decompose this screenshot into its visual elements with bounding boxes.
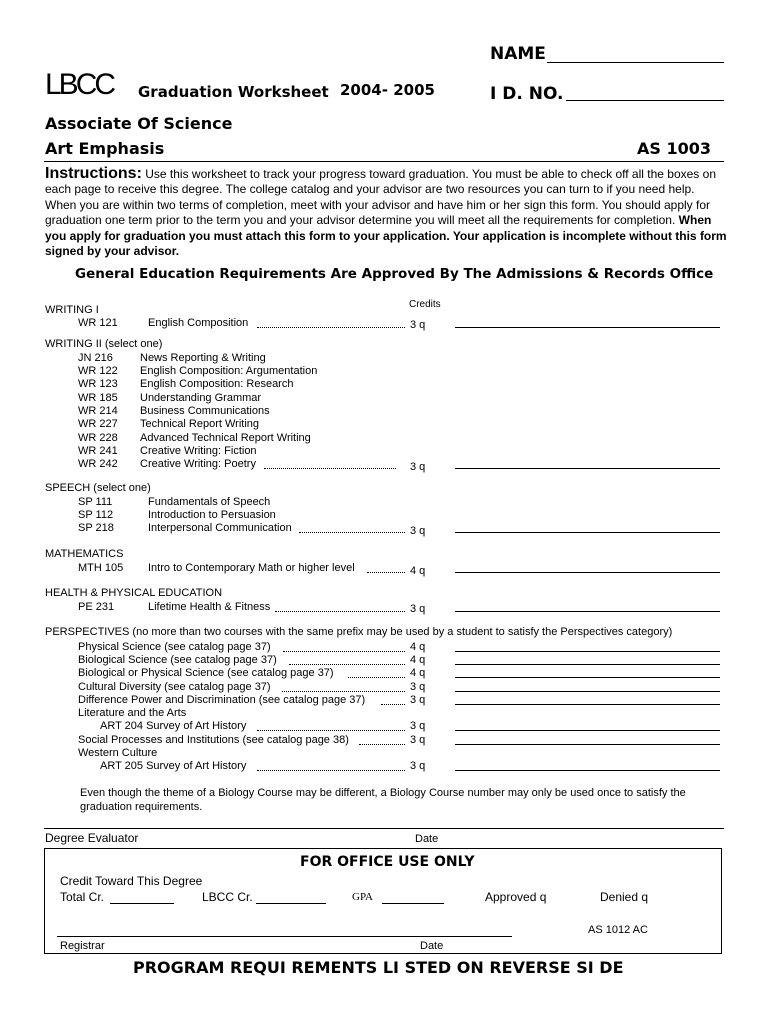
form-code: AS 1012 AC xyxy=(588,924,648,936)
course-code: WR 121 xyxy=(78,317,118,329)
gpa-label: GPA xyxy=(352,891,373,903)
credits-value[interactable]: 3 q xyxy=(410,694,426,706)
course-name: Introduction to Persuasion xyxy=(148,509,276,521)
signoff-line[interactable] xyxy=(455,327,720,328)
perspective-item: Biological or Physical Science (see catalog page 37) xyxy=(78,667,334,679)
biology-note: Even though the theme of a Biology Course may be different, a Biology Course number may only be used once to satisfy the graduation requirements. xyxy=(80,787,686,813)
id-label: I D. NO. xyxy=(490,84,564,104)
signoff-line[interactable] xyxy=(455,691,720,692)
credits-value[interactable]: 4 q xyxy=(410,654,426,666)
credits-value[interactable]: 3 q xyxy=(410,734,426,746)
course-code: WR 242 xyxy=(78,458,118,470)
course-code: SP 112 xyxy=(78,509,114,521)
signoff-line[interactable] xyxy=(455,532,720,533)
gen-ed-heading: General Education Requirements Are Approved By The Admissions & Records Office xyxy=(75,266,714,282)
instructions-bold: When you apply for graduation you must attach this form to your application. Your application is incomplete without this form signed by your advisor. xyxy=(45,213,727,259)
academic-year: 2004- 2005 xyxy=(340,81,435,99)
gpa-field[interactable] xyxy=(382,903,444,904)
credits-value[interactable]: 4 q xyxy=(410,641,426,653)
signoff-line[interactable] xyxy=(455,730,720,731)
perspective-item: Cultural Diversity (see catalog page 37) xyxy=(78,681,271,693)
course-name: Advanced Technical Report Writing xyxy=(140,432,311,444)
course-name: Lifetime Health & Fitness xyxy=(148,601,271,613)
writing1-title: WRITING I xyxy=(45,304,99,316)
credit-toward-label: Credit Toward This Degree xyxy=(60,874,203,888)
signoff-line[interactable] xyxy=(455,651,720,652)
course-name: Understanding Grammar xyxy=(140,392,262,404)
instructions-label: Instructions: xyxy=(45,165,142,182)
lbcc-credits-label: LBCC Cr. xyxy=(202,890,253,904)
perspective-item: Biological Science (see catalog page 37) xyxy=(78,654,277,666)
course-name: Interpersonal Communication xyxy=(148,522,292,534)
total-credits-field[interactable] xyxy=(110,903,174,904)
perspective-item: Physical Science (see catalog page 37) xyxy=(78,641,271,653)
math-title: MATHEMATICS xyxy=(45,548,124,560)
signoff-line[interactable] xyxy=(455,770,720,771)
course-code: WR 241 xyxy=(78,445,118,457)
degree-title: Associate Of Science xyxy=(45,114,233,133)
signoff-line[interactable] xyxy=(455,677,720,678)
total-credits-label: Total Cr. xyxy=(60,890,105,904)
header-divider xyxy=(44,161,724,162)
credits-value[interactable]: 3 q xyxy=(410,681,426,693)
instructions-text: Use this worksheet to track your progress toward graduation. You must be able to check off all the boxes on each page to receive this degree. The college catalog and your advisor are two resources you can turn to if you need help. When you are within two terms of completion, meet with your advisor and have him or her sign this form. You should apply for graduation one term prior to the term you and your advisor determine you will meet all the requirements for completion. xyxy=(45,167,716,228)
course-name: News Reporting & Writing xyxy=(140,352,266,364)
degree-evaluator-label: Degree Evaluator xyxy=(45,831,139,845)
course-code: WR 214 xyxy=(78,405,118,417)
writing2-title: WRITING II (select one) xyxy=(45,338,163,350)
approved-checkbox[interactable]: Approved q xyxy=(485,890,547,904)
course-name: English Composition xyxy=(148,317,249,329)
registrar-label: Registrar xyxy=(60,940,105,952)
course-name: English Composition: Argumentation xyxy=(140,365,318,377)
course-code: WR 228 xyxy=(78,432,118,444)
id-field[interactable] xyxy=(566,100,724,101)
course-name: Creative Writing: Fiction xyxy=(140,445,257,457)
credits-value[interactable]: 3 q xyxy=(410,603,426,615)
course-code: SP 111 xyxy=(78,496,113,508)
course-code: WR 227 xyxy=(78,418,118,430)
signoff-line[interactable] xyxy=(455,468,720,469)
signoff-line[interactable] xyxy=(455,744,720,745)
speech-title: SPEECH (select one) xyxy=(45,482,151,494)
name-label: NAME xyxy=(490,44,546,64)
course-name: Technical Report Writing xyxy=(140,418,260,430)
lbcc-credits-field[interactable] xyxy=(256,903,326,904)
registrar-date-label: Date xyxy=(420,940,444,952)
course-code: PE 231 xyxy=(78,601,115,613)
emphasis-title: Art Emphasis xyxy=(45,139,165,158)
course-code: WR 123 xyxy=(78,378,118,390)
perspective-item: ART 204 Survey of Art History xyxy=(100,720,247,732)
course-code: WR 122 xyxy=(78,365,118,377)
instructions-block xyxy=(45,166,727,259)
credits-value[interactable]: 3 q xyxy=(410,461,426,473)
course-code: WR 185 xyxy=(78,392,118,404)
course-code: MTH 105 xyxy=(78,562,124,574)
office-use-heading: FOR OFFICE USE ONLY xyxy=(300,854,475,870)
course-name: Intro to Contemporary Math or higher level xyxy=(148,562,355,574)
course-name: Fundamentals of Speech xyxy=(148,496,271,508)
credits-value[interactable]: 3 q xyxy=(410,760,426,772)
course-code: JN 216 xyxy=(78,352,113,364)
signoff-line[interactable] xyxy=(455,664,720,665)
credits-value[interactable]: 3 q xyxy=(410,720,426,732)
name-field[interactable] xyxy=(547,62,724,63)
worksheet-title: Graduation Worksheet xyxy=(138,83,329,101)
perspective-item: Western Culture xyxy=(78,747,158,759)
credits-value[interactable]: 4 q xyxy=(410,667,426,679)
course-name: English Composition: Research xyxy=(140,378,294,390)
course-code: SP 218 xyxy=(78,522,114,534)
evaluator-date-label: Date xyxy=(415,833,439,845)
health-title: HEALTH & PHYSICAL EDUCATION xyxy=(45,587,223,599)
course-name: Creative Writing: Poetry xyxy=(140,458,256,470)
perspective-item: Difference Power and Discrimination (see catalog page 37) xyxy=(78,694,366,706)
perspective-item: Literature and the Arts xyxy=(78,707,187,719)
evaluator-signature-line[interactable] xyxy=(44,828,724,829)
reverse-side-notice: PROGRAM REQUI REMENTS LI STED ON REVERSE SI DE xyxy=(133,958,624,977)
signoff-line[interactable] xyxy=(455,704,720,705)
registrar-signature-line[interactable] xyxy=(57,936,512,937)
denied-checkbox[interactable]: Denied q xyxy=(600,890,649,904)
lbcc-logo: LBCC xyxy=(45,68,114,101)
perspectives-title: PERSPECTIVES (no more than two courses with the same prefix may be used by a student to satisfy the Perspectives category) xyxy=(45,626,673,638)
perspective-item: Social Processes and Institutions (see catalog page 38) xyxy=(78,734,349,746)
credits-header: Credits xyxy=(409,299,441,310)
credits-value[interactable]: 3 q xyxy=(410,525,426,537)
signoff-line[interactable] xyxy=(455,572,720,573)
credits-value[interactable]: 4 q xyxy=(410,565,426,577)
credits-value[interactable]: 3 q xyxy=(410,319,426,331)
program-code: AS 1003 xyxy=(637,139,712,158)
perspective-item: ART 205 Survey of Art History xyxy=(100,760,247,772)
course-name: Business Communications xyxy=(140,405,270,417)
signoff-line[interactable] xyxy=(455,611,720,612)
